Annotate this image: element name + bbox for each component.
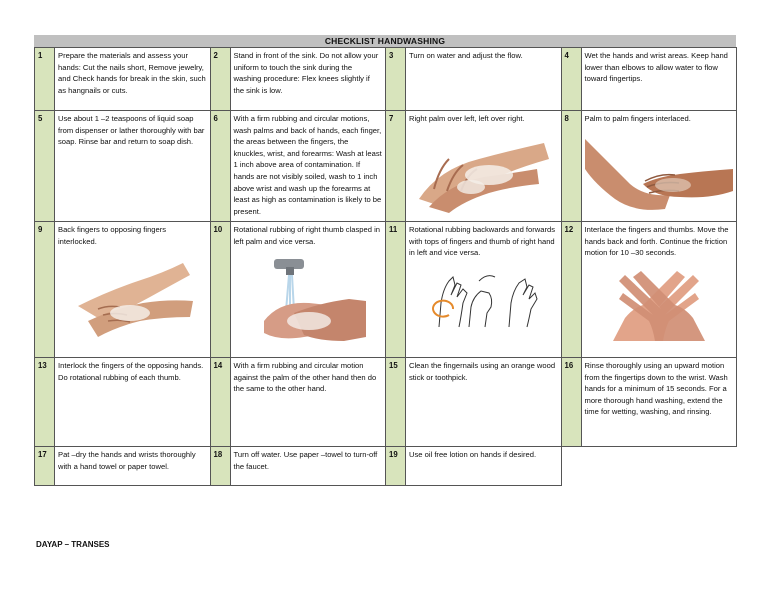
step-text: Palm to palm fingers interlaced. <box>584 114 691 123</box>
step-text: Prepare the materials and assess your hands: Cut the nails short, Remove jewelry, and Check hands for break in the skin, such as hangnails or cuts. <box>55 48 211 111</box>
step-number: 5 <box>35 111 55 222</box>
palm-to-palm-photo <box>585 129 733 213</box>
step-text: With a firm rubbing and circular motion against the palm of the other hand then do the same to the other hand. <box>230 358 386 447</box>
interlaced-fingers-photo <box>585 263 733 341</box>
step-text: Stand in front of the sink. Do not allow your uniform to touch the sink during the washing procedure: Flex knees slightly if the sink is low. <box>230 48 386 111</box>
thumb-rub-under-faucet-photo <box>234 251 382 347</box>
checklist-title: CHECKLIST HANDWASHING <box>34 35 736 47</box>
checklist-sheet <box>34 35 736 486</box>
step-text: Turn on water and adjust the flow. <box>406 48 562 111</box>
step-number: 2 <box>210 48 230 111</box>
step-text: Interlace the fingers and thumbs. Move the hands back and forth. Continue the friction motion for 10 –30 seconds. <box>584 225 729 258</box>
step-number: 17 <box>35 447 55 486</box>
step-cell <box>406 111 562 222</box>
step-number: 8 <box>561 111 581 222</box>
step-cell <box>55 222 211 358</box>
step-text: Interlock the fingers of the opposing hands. Do rotational rubbing of each thumb. <box>55 358 211 447</box>
step-number: 16 <box>561 358 581 447</box>
steps-table <box>34 47 737 486</box>
step-number: 19 <box>386 447 406 486</box>
step-number: 18 <box>210 447 230 486</box>
step-number: 14 <box>210 358 230 447</box>
step-number: 9 <box>35 222 55 358</box>
step-number: 6 <box>210 111 230 222</box>
step-text: Wet the hands and wrist areas. Keep hand lower than elbows to allow water to flow toward fingertips. <box>581 48 737 111</box>
step-number: 4 <box>561 48 581 111</box>
step-number: 11 <box>386 222 406 358</box>
step-cell <box>581 222 737 358</box>
step-number: 1 <box>35 48 55 111</box>
step-number: 3 <box>386 48 406 111</box>
table-row <box>35 222 737 358</box>
table-row <box>35 111 737 222</box>
step-text: Clean the fingernails using an orange wood stick or toothpick. <box>406 358 562 447</box>
step-number: 7 <box>386 111 406 222</box>
table-row <box>35 48 737 111</box>
step-number: 13 <box>35 358 55 447</box>
step-number: 15 <box>386 358 406 447</box>
step-text: With a firm rubbing and circular motions, wash palms and back of hands, each finger, the areas between the fingers, the knuckles, wrist, and forearms: Wash at least 1 inch above area of contamination. If hands are not visibly soiled, wash to 1 inch above wrist and wash up the forearms at least as high as contamination is likely to be present. <box>230 111 386 222</box>
step-text: Turn off water. Use paper –towel to turn-off the faucet. <box>230 447 386 486</box>
step-text: Rinse thoroughly using an upward motion from the fingertips down to the wrist. Wash hands for a minimum of 15 seconds. For a more thorough hand washing, extend the time for wetting, washing, and rinsing. <box>581 358 737 447</box>
empty-cell <box>561 447 581 486</box>
table-row <box>35 358 737 447</box>
step-text: Back fingers to opposing fingers interlocked. <box>58 225 167 246</box>
step-text: Use about 1 –2 teaspoons of liquid soap from dispenser or lather thoroughly with bar soap. Rinse bar and return to soap dish. <box>55 111 211 222</box>
step-text: Use oil free lotion on hands if desired. <box>406 447 562 486</box>
step-number: 12 <box>561 222 581 358</box>
step-text: Rotational rubbing of right thumb clasped in left palm and vice versa. <box>233 225 380 246</box>
step-text: Right palm over left, left over right. <box>409 114 525 123</box>
hands-rubbing-photo <box>409 129 557 213</box>
step-text: Rotational rubbing backwards and forwards with tops of fingers and thumb of right hand in left and vice versa. <box>409 225 556 258</box>
table-row <box>35 447 737 486</box>
empty-cell <box>581 447 737 486</box>
step-cell <box>406 222 562 358</box>
step-cell <box>581 111 737 222</box>
step-number: 10 <box>210 222 230 358</box>
fingertip-rotation-drawing <box>409 263 557 329</box>
step-text: Pat –dry the hands and wrists thoroughly with a hand towel or paper towel. <box>55 447 211 486</box>
author-footer: DAYAP – TRANSES <box>36 540 110 549</box>
step-cell <box>230 222 386 358</box>
back-fingers-photo <box>58 251 206 341</box>
